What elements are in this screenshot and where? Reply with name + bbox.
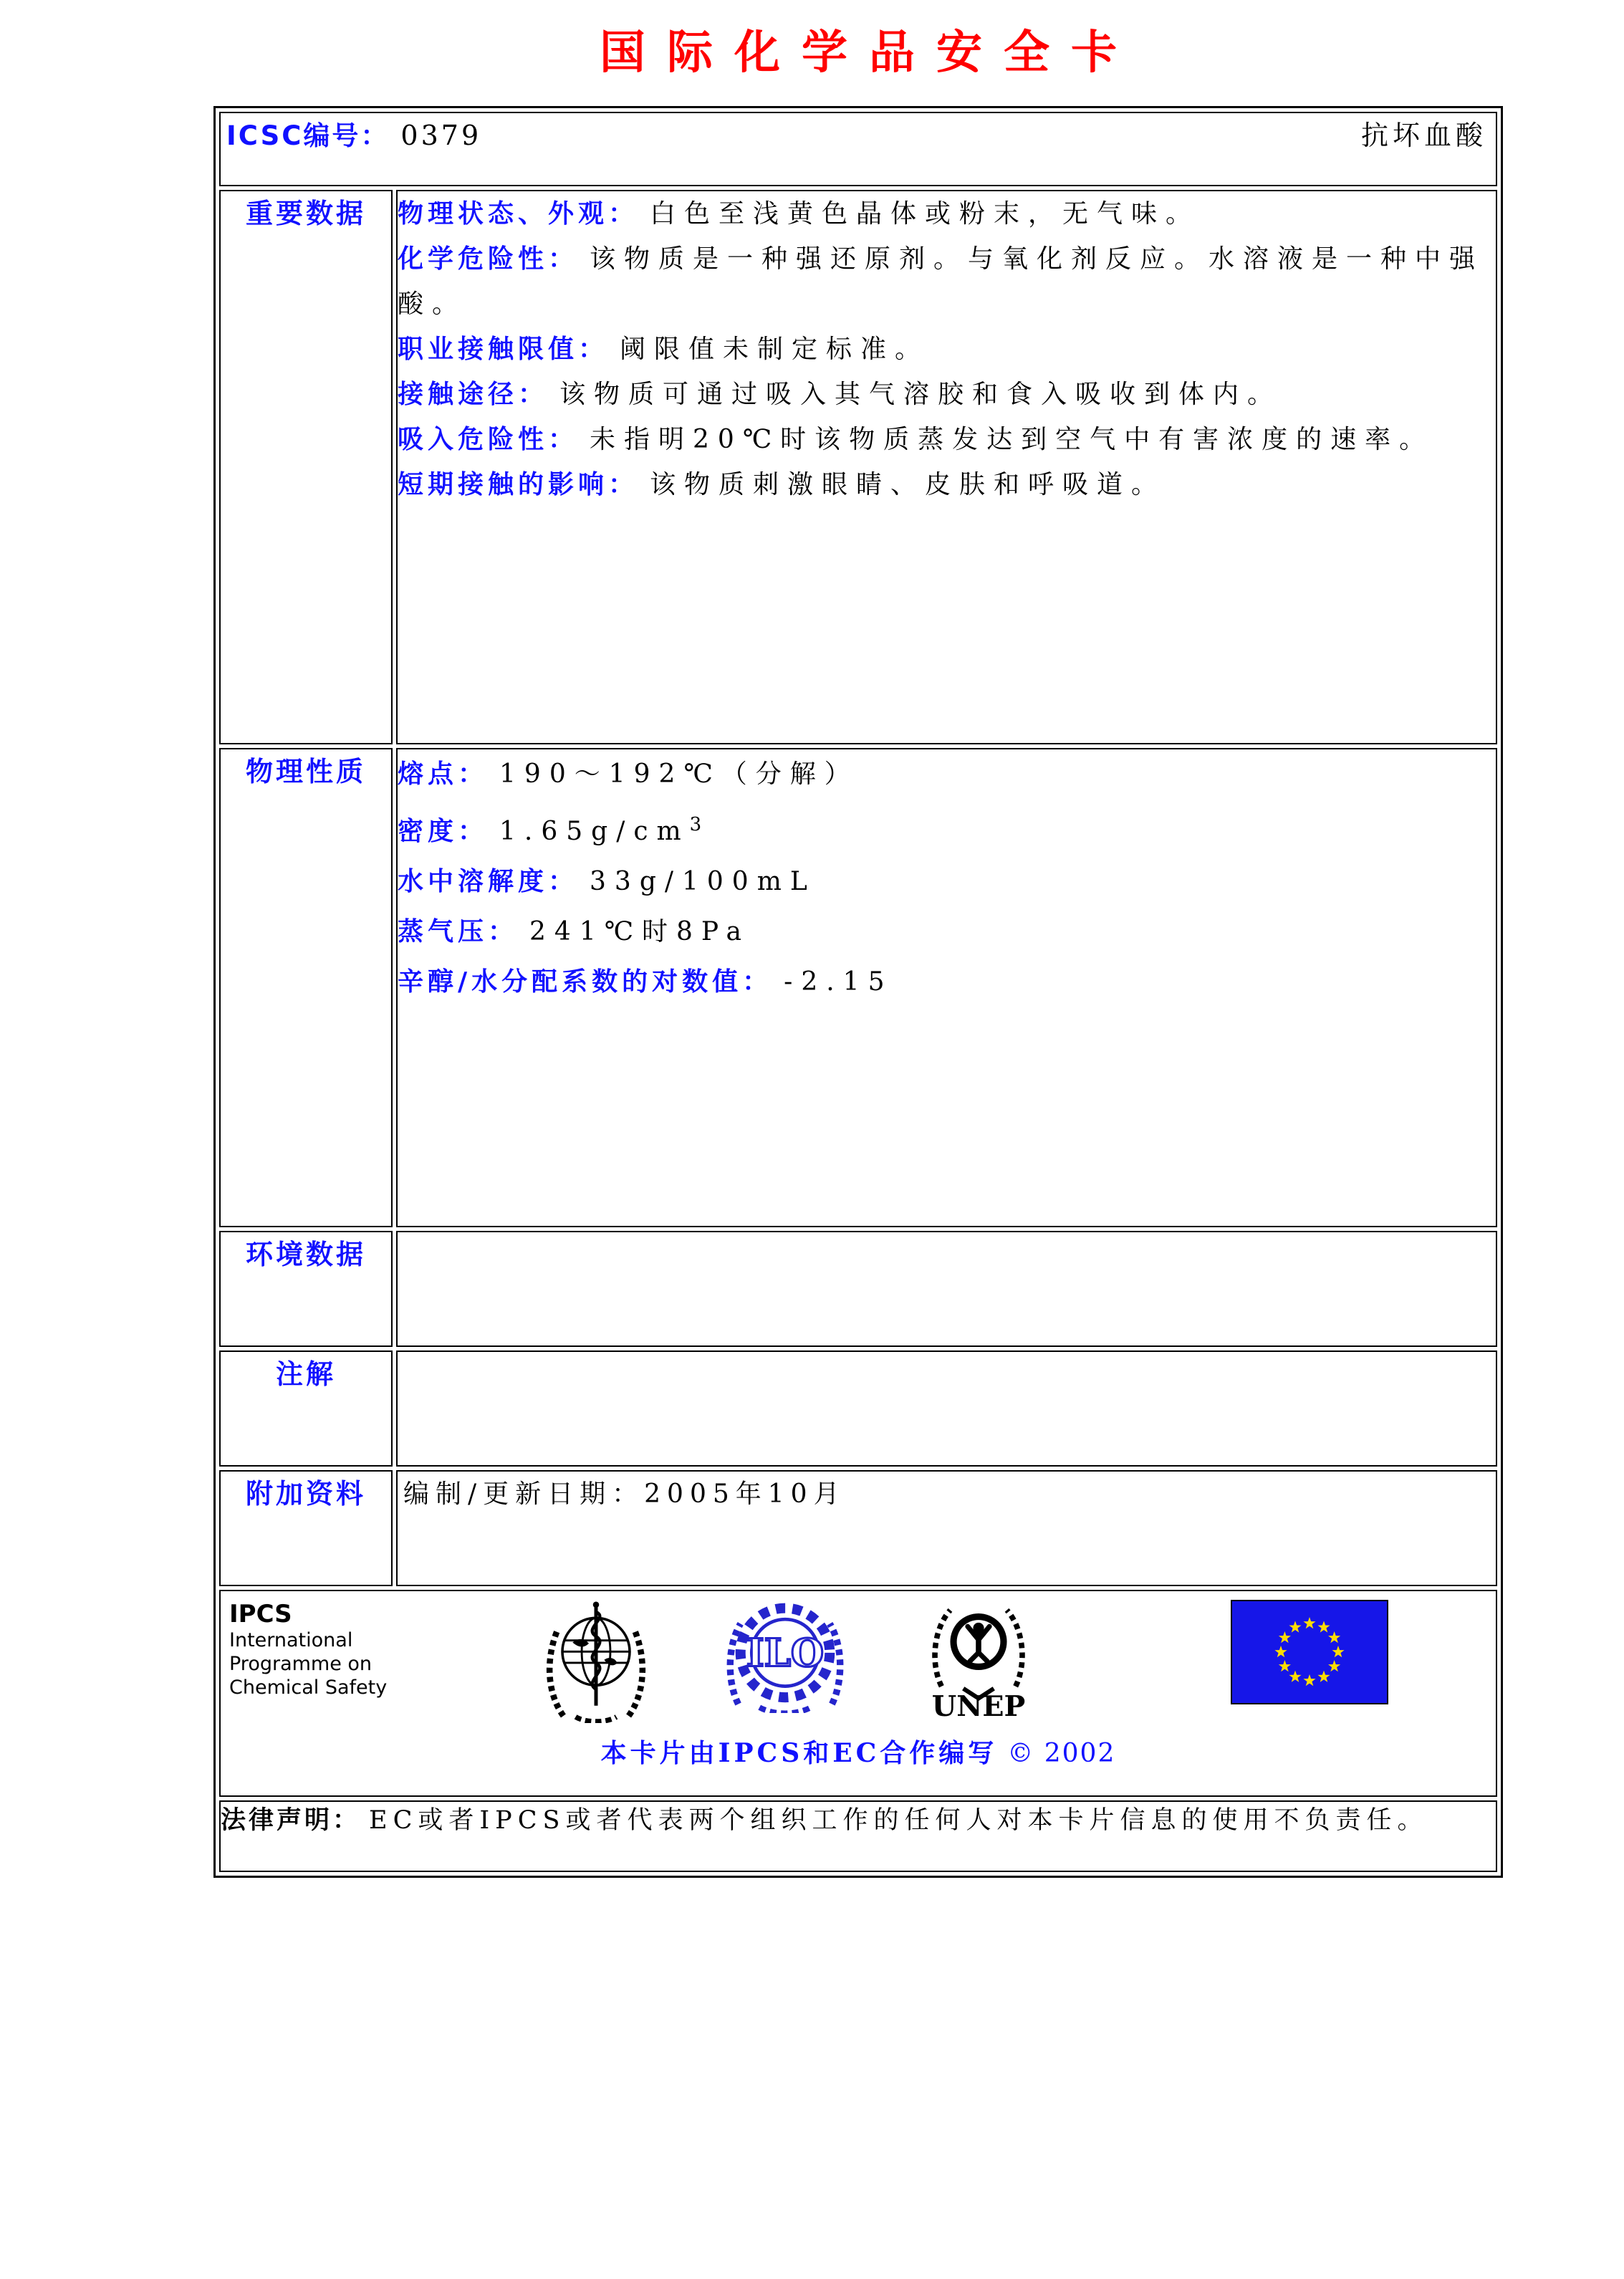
- ilo-logo: [724, 1597, 847, 1713]
- line-label: 密度：: [398, 817, 489, 846]
- environmental-data-content: [396, 1231, 1497, 1347]
- copyright-text: © 2002: [1007, 1739, 1116, 1768]
- physical-properties-row: [219, 748, 1497, 1227]
- line-label: 职业接触限值：: [398, 335, 609, 364]
- property-line: [398, 749, 1496, 800]
- line-label: 化学危险性：: [398, 244, 579, 274]
- data-line: [398, 327, 1496, 372]
- section-label-environmental-data: 环境数据: [245, 1239, 366, 1270]
- line-text: 1.65g/cm: [499, 817, 690, 846]
- line-text: 白色至浅黄色晶体或粉末，无气味。: [650, 199, 1201, 229]
- environmental-data-row: [219, 1231, 1497, 1347]
- icsc-number-row: [219, 112, 1497, 186]
- property-line: [398, 857, 1496, 907]
- icsc-number: 0379: [400, 119, 482, 151]
- ipcs-acronym: IPCS: [229, 1600, 292, 1628]
- data-line: [398, 462, 1496, 507]
- legal-label: 法律声明：: [221, 1806, 361, 1835]
- line-label: 物理状态、外观：: [398, 199, 639, 229]
- unep-logo: [924, 1593, 1033, 1720]
- line-label: 熔点：: [398, 759, 489, 789]
- ilo-letters: ILO: [746, 1631, 825, 1676]
- notes-row: [219, 1350, 1497, 1467]
- icsc-number-group: [226, 114, 481, 153]
- update-date-value: 2005年10月: [644, 1479, 846, 1509]
- data-line: [398, 417, 1496, 462]
- physical-properties-content: [396, 748, 1497, 1227]
- ipcs-line: Programme on: [229, 1653, 373, 1675]
- property-line: [398, 957, 1496, 1007]
- unep-wordmark: UNEP: [931, 1689, 1026, 1720]
- line-text: 241℃时8Pa: [529, 917, 750, 946]
- card-table: [213, 106, 1503, 1878]
- important-data-content: [396, 190, 1497, 744]
- credit-line: [221, 1733, 1496, 1770]
- section-label-physical-properties: 物理性质: [245, 756, 366, 787]
- legal-line: [221, 1802, 1496, 1839]
- line-text: 33g/100mL: [590, 867, 816, 896]
- line-text: 未指明20℃时该物质蒸发达到空气中有害浓度的速率。: [590, 425, 1434, 454]
- additional-info-content: [396, 1470, 1497, 1586]
- who-logo: [544, 1596, 648, 1723]
- legal-text: EC或者IPCS或者代表两个组织工作的任何人对本卡片信息的使用不负责任。: [369, 1806, 1428, 1835]
- line-text: 该物质可通过吸入其气溶胶和食入吸收到体内。: [559, 380, 1282, 409]
- page-title: 国际化学品安全卡: [600, 26, 1138, 80]
- line-label: 水中溶解度：: [398, 867, 579, 896]
- chemical-name: 抗坏血酸: [1360, 120, 1487, 151]
- important-data-row: [219, 190, 1497, 744]
- data-line: [398, 372, 1496, 417]
- line-label: 短期接触的影响：: [398, 470, 639, 499]
- legal-row: [219, 1800, 1497, 1872]
- line-text: 190～192℃（分解）: [499, 759, 859, 789]
- data-line: [398, 236, 1496, 327]
- line-text: 该物质刺激眼睛、皮肤和呼吸道。: [650, 470, 1166, 499]
- notes-content: [396, 1350, 1497, 1467]
- line-text: -2.15: [784, 967, 893, 997]
- property-line: [398, 907, 1496, 957]
- data-line: [398, 191, 1496, 236]
- line-label: 辛醇/水分配系数的对数值：: [398, 967, 773, 997]
- update-date-label: 编制/更新日期：: [403, 1479, 645, 1509]
- line-text: 该物质是一种强还原剂。与氧化剂反应。水溶液是一种中强酸。: [398, 244, 1484, 319]
- ipcs-text-block: [229, 1600, 387, 1699]
- eu-flag: [1231, 1600, 1388, 1704]
- property-line: [398, 800, 1496, 857]
- icsc-label: ICSC编号：: [226, 120, 390, 151]
- logos-row: [219, 1590, 1497, 1797]
- credit-text: 本卡片由IPCS和EC合作编写: [600, 1738, 998, 1768]
- section-label-additional-info: 附加资料: [245, 1478, 366, 1510]
- update-date-line: [398, 1472, 1496, 1513]
- line-label: 吸入危险性：: [398, 425, 579, 454]
- additional-info-row: [219, 1470, 1497, 1586]
- section-label-notes: 注解: [275, 1358, 336, 1390]
- line-label: 蒸气压：: [398, 917, 519, 946]
- ipcs-line: Chemical Safety: [229, 1676, 388, 1699]
- ipcs-line: International: [229, 1629, 353, 1651]
- density-superscript: 3: [689, 814, 702, 835]
- line-text: 阈限值未制定标准。: [620, 335, 930, 364]
- section-label-important-data: 重要数据: [245, 198, 366, 229]
- line-label: 接触途径：: [398, 380, 549, 409]
